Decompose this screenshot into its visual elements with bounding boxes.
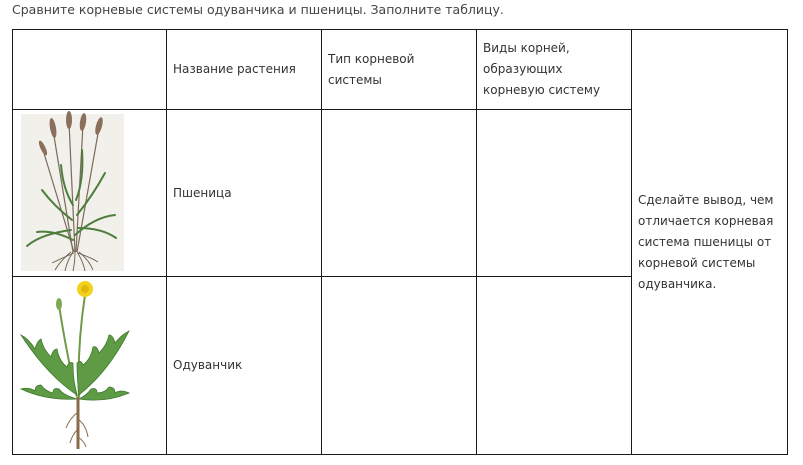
- dandelion-plant-image: [13, 277, 167, 455]
- header-row: [13, 30, 788, 110]
- comparison-table: [12, 29, 788, 455]
- header-root-system-type: Тип корневой системы: [322, 30, 477, 110]
- dandelion-image-cell: [13, 277, 167, 455]
- header-root-kinds: Виды корней, образующих корневую систему: [477, 30, 632, 110]
- plant-name-dandelion: Одуванчик: [167, 277, 322, 455]
- header-image-cell: [13, 30, 167, 110]
- wheat-plant-image: [13, 110, 167, 277]
- root-type-dandelion-cell[interactable]: [322, 277, 477, 455]
- flower-icon: [56, 281, 93, 310]
- root-kinds-wheat-cell[interactable]: [477, 110, 632, 277]
- header-plant-name: Название растения: [167, 30, 322, 110]
- root-type-wheat-cell[interactable]: [322, 110, 477, 277]
- conclusion-cell: Сделайте вывод, чем отличается корневая система пшеницы от корневой системы одуванчика.: [632, 30, 788, 455]
- task-instruction: Сравните корневые системы одуванчика и пшеницы. Заполните таблицу.: [12, 2, 504, 17]
- plant-name-wheat: Пшеница: [167, 110, 322, 277]
- wheat-image-cell: [13, 110, 167, 277]
- taproot-icon: [66, 397, 88, 449]
- root-kinds-dandelion-cell[interactable]: [477, 277, 632, 455]
